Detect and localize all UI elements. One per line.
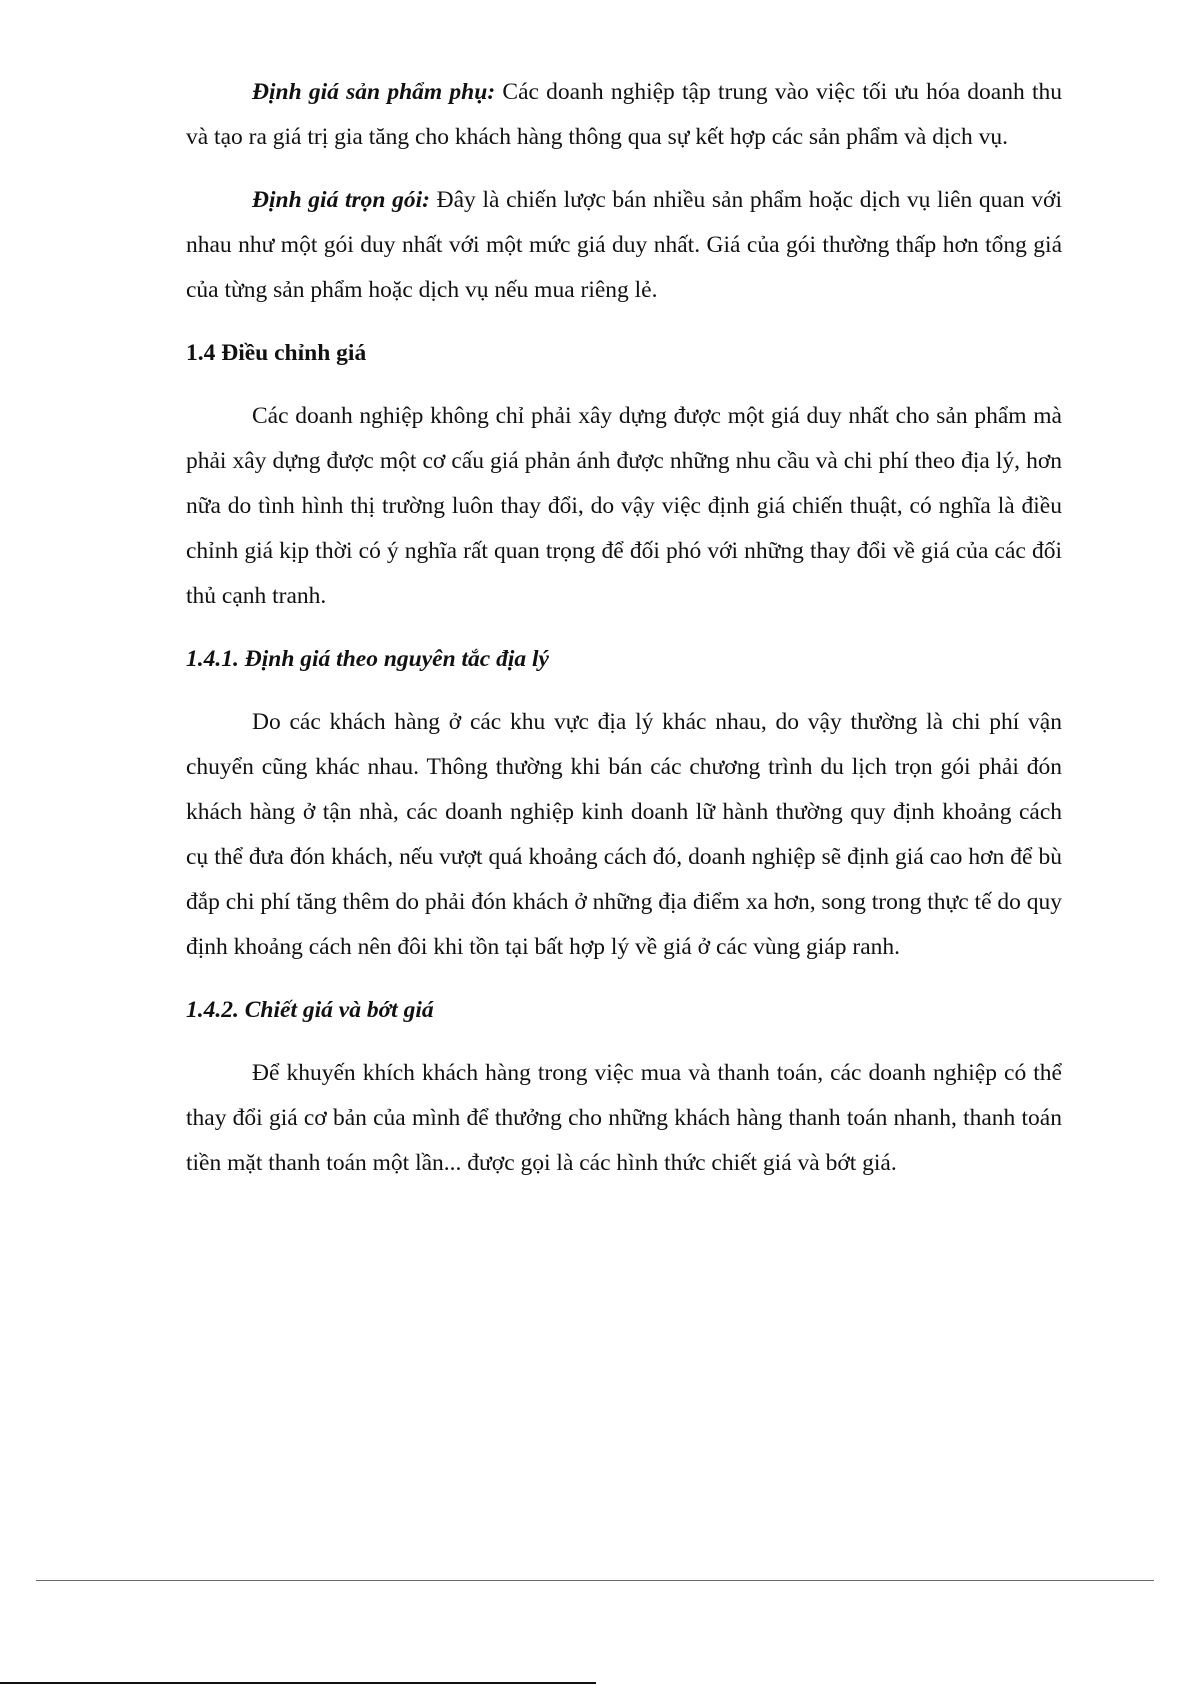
section-heading-1-4-1: 1.4.1. Định giá theo nguyên tắc địa lý	[186, 646, 549, 672]
footer-divider	[36, 1580, 1154, 1581]
section-body-1-4-2: Để khuyến khích khách hàng trong việc mua và thanh toán, các doanh nghiệp có thể thay đổi giá cơ bản của mình để thưởng cho những khách hàng thanh toán nhanh, thanh toán tiền mặt thanh toán một lần... được gọi là các hình thức chiết giá và bớt giá.	[186, 1060, 1062, 1176]
paragraph-lead: Định giá sản phẩm phụ:	[252, 79, 496, 105]
section-body-1-4-1: Do các khách hàng ở các khu vực địa lý khác nhau, do vậy thường là chi phí vận chuyển cũng khác nhau. Thông thường khi bán các chương trình du lịch trọn gói phải đón khách hàng ở tận nhà, các doanh nghiệp kinh doanh lữ hành thường quy định khoảng cách cụ thể đưa đón khách, nếu vượt quá khoảng cách đó, doanh nghiệp sẽ định giá cao hơn để bù đắp chi phí tăng thêm do phải đón khách ở những địa điểm xa hơn, song trong thực tế do quy định khoảng cách nên đôi khi tồn tại bất hợp lý về giá ở các vùng giáp ranh.	[186, 709, 1062, 960]
document-page	[186, 70, 1062, 1186]
section-heading-1-4: 1.4 Điều chỉnh giá	[186, 340, 367, 366]
paragraph-text: Các doanh nghiệp tập trung vào việc tối ưu hóa doanh thu và tạo ra giá trị gia tăng cho khách hàng thông qua sự kết hợp các sản phẩm và dịch vụ.	[186, 79, 1062, 150]
footnote-rule	[0, 1682, 596, 1684]
paragraph-text: Đây là chiến lược bán nhiều sản phẩm hoặc dịch vụ liên quan với nhau như một gói duy nhất với một mức giá duy nhất. Giá của gói thường thấp hơn tổng giá của từng sản phẩm hoặc dịch vụ nếu mua riêng lẻ.	[186, 187, 1062, 303]
paragraph-bundle-pricing	[186, 178, 1062, 313]
paragraph-lead: Định giá trọn gói:	[252, 187, 430, 213]
section-body-1-4: Các doanh nghiệp không chỉ phải xây dựng được một giá duy nhất cho sản phẩm mà phải xây dựng được một cơ cấu giá phản ánh được những nhu cầu và chi phí theo địa lý, hơn nữa do tình hình thị trường luôn thay đổi, do vậy việc định giá chiến thuật, có nghĩa là điều chỉnh giá kịp thời có ý nghĩa rất quan trọng để đối phó với những thay đổi về giá của các đối thủ cạnh tranh.	[186, 403, 1062, 609]
paragraph-by-product-pricing	[186, 70, 1062, 160]
section-heading-1-4-2: 1.4.2. Chiết giá và bớt giá	[186, 997, 434, 1023]
